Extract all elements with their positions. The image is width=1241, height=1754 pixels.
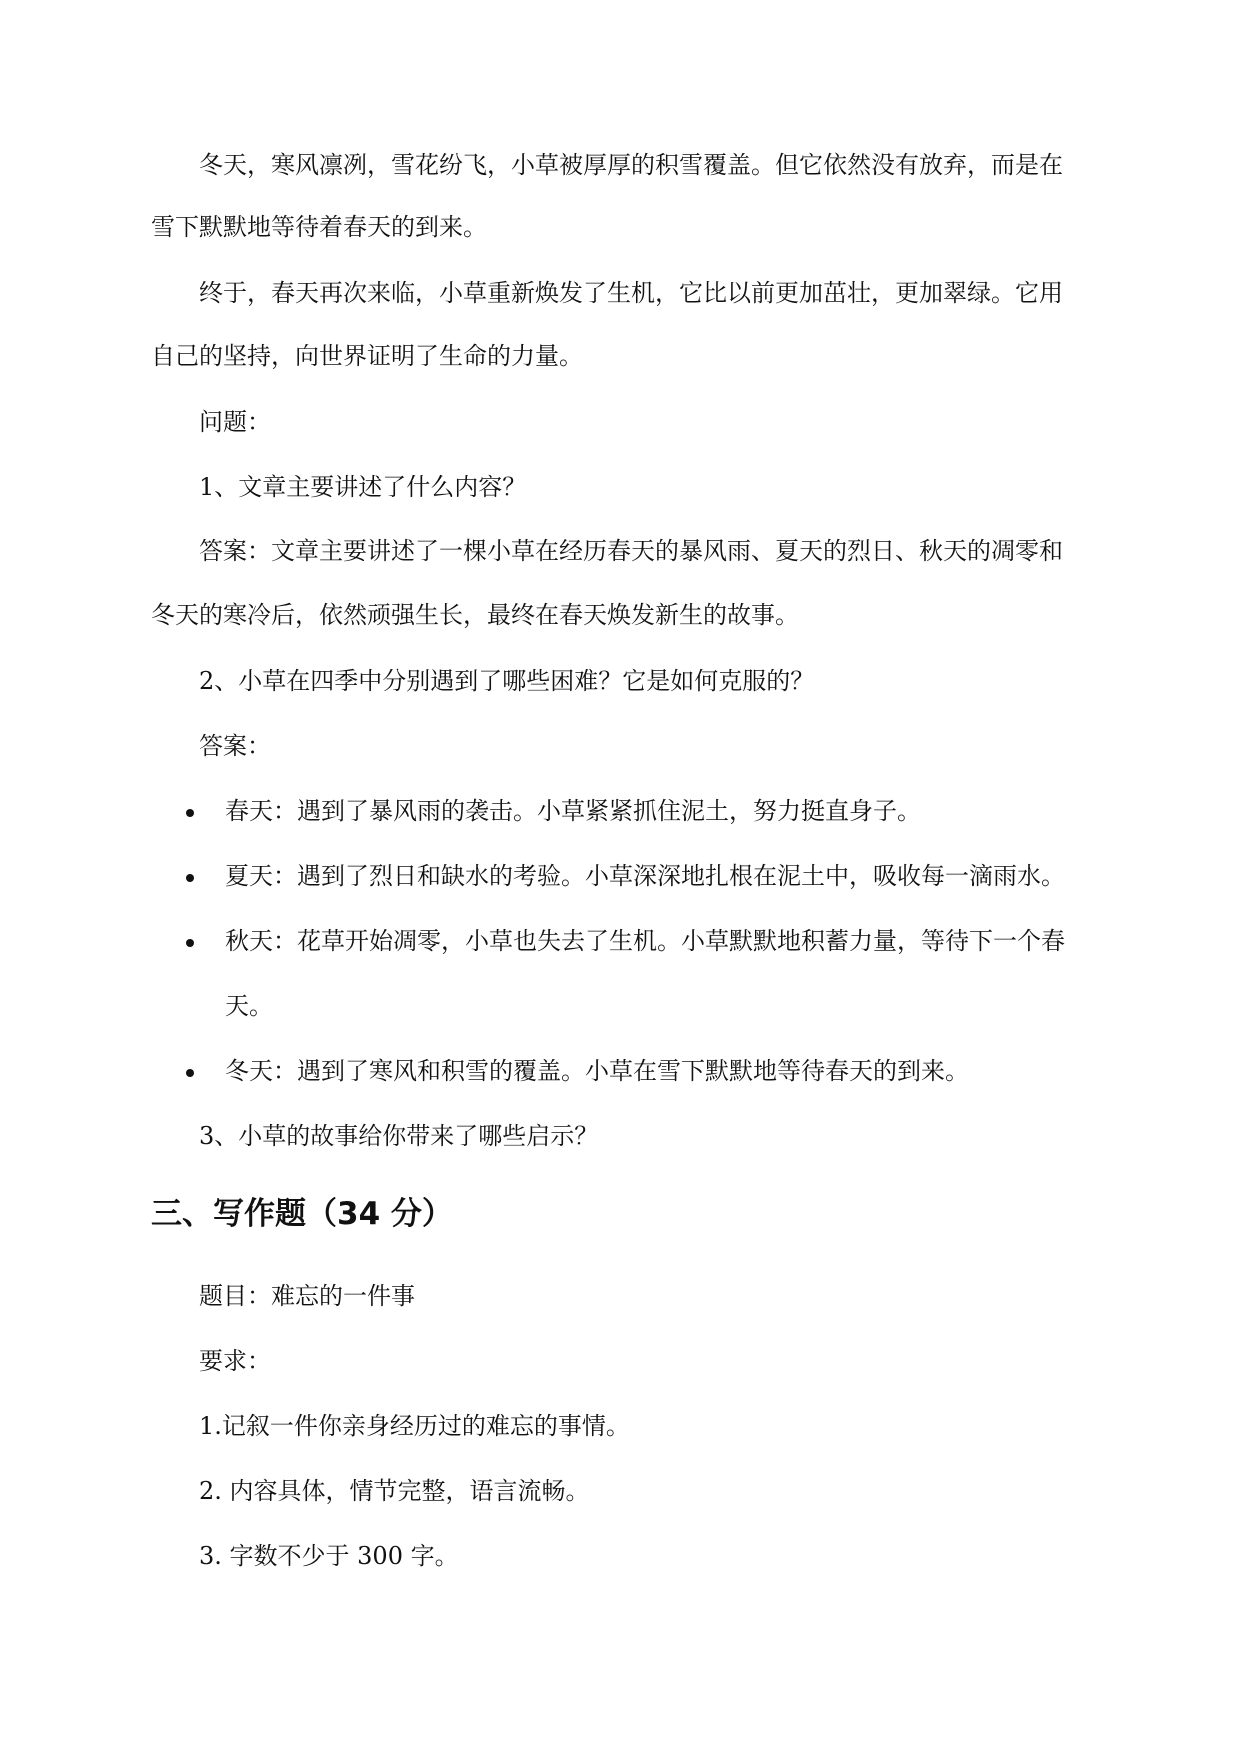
bullet-dot — [186, 874, 194, 882]
writing-section-heading: 三、写作题（34 分） — [151, 1196, 453, 1232]
questions-label: 问题： — [199, 408, 271, 436]
answer-2-summer: 夏天：遇到了烈日和缺水的考验。小草深深地扎根在泥土中，吸收每一滴雨水。 — [225, 862, 1065, 890]
answer-1-line2: 冬天的寒冷后，依然顽强生长，最终在春天焕发新生的故事。 — [151, 601, 799, 629]
writing-requirement-1: 1.记叙一件你亲身经历过的难忘的事情。 — [199, 1412, 630, 1440]
answer-2-spring: 春天：遇到了暴风雨的袭击。小草紧紧抓住泥土，努力挺直身子。 — [225, 797, 921, 825]
answer-2-autumn: 秋天：花草开始凋零，小草也失去了生机。小草默默地积蓄力量，等待下一个春 — [225, 927, 1065, 955]
bullet-dot — [186, 809, 194, 817]
question-1: 1、文章主要讲述了什么内容？ — [199, 473, 527, 501]
bullet-dot — [186, 939, 194, 947]
passage-spring-line1: 终于，春天再次来临，小草重新焕发了生机，它比以前更加茁壮，更加翠绿。它用 — [199, 279, 1063, 307]
answer-2-autumn-cont: 天。 — [225, 992, 273, 1020]
question-2: 2、小草在四季中分别遇到了哪些困难？它是如何克服的？ — [199, 667, 815, 695]
writing-requirement-2: 2. 内容具体，情节完整，语言流畅。 — [199, 1477, 590, 1505]
question-3: 3、小草的故事给你带来了哪些启示？ — [199, 1122, 599, 1150]
writing-requirement-3: 3. 字数不少于 300 字。 — [199, 1542, 459, 1570]
passage-winter-line2: 雪下默默地等待着春天的到来。 — [151, 213, 487, 241]
answer-2-winter: 冬天：遇到了寒风和积雪的覆盖。小草在雪下默默地等待春天的到来。 — [225, 1057, 969, 1085]
answer-2-label: 答案： — [199, 732, 271, 760]
bullet-dot — [186, 1069, 194, 1077]
passage-winter-line1: 冬天，寒风凛冽，雪花纷飞，小草被厚厚的积雪覆盖。但它依然没有放弃，而是在 — [199, 151, 1063, 179]
writing-topic: 题目：难忘的一件事 — [199, 1282, 415, 1310]
answer-1-line1: 答案：文章主要讲述了一棵小草在经历春天的暴风雨、夏天的烈日、秋天的凋零和 — [199, 537, 1063, 565]
passage-spring-line2: 自己的坚持，向世界证明了生命的力量。 — [151, 342, 583, 370]
writing-requirements-label: 要求： — [199, 1347, 271, 1375]
